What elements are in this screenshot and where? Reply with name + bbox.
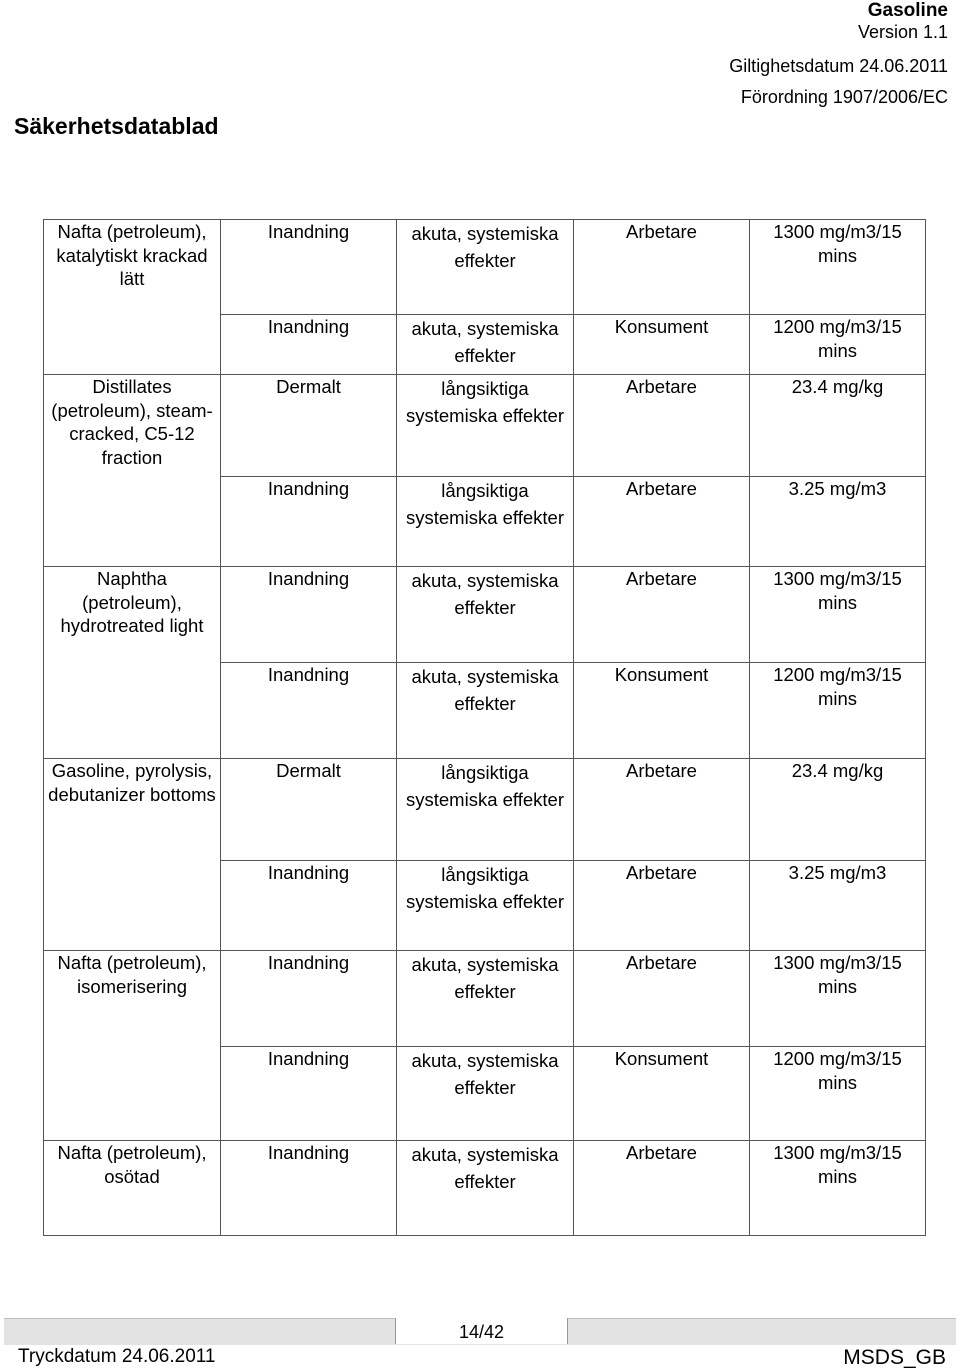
- route-cell: Inandning: [221, 567, 397, 663]
- route-cell: Inandning: [221, 315, 397, 375]
- table-row: [44, 375, 926, 477]
- population-cell: Arbetare: [574, 375, 750, 477]
- effect-cell: akuta, systemiska effekter: [397, 1141, 574, 1236]
- substance-cell: Gasoline, pyrolysis, debutanizer bottoms: [44, 759, 221, 951]
- route-cell: Inandning: [221, 663, 397, 759]
- dnel-value-cell: 1200 mg/m3/15 mins: [750, 1047, 926, 1141]
- population-cell: Arbetare: [574, 567, 750, 663]
- table-row: [44, 567, 926, 663]
- effect-cell: akuta, systemiska effekter: [397, 1047, 574, 1141]
- dnel-value-cell: 1300 mg/m3/15 mins: [750, 951, 926, 1047]
- population-cell: Arbetare: [574, 220, 750, 315]
- effect-cell: akuta, systemiska effekter: [397, 220, 574, 315]
- table-row: [44, 1141, 926, 1236]
- effect-cell: långsiktiga systemiska effekter: [397, 861, 574, 951]
- route-cell: Inandning: [221, 220, 397, 315]
- route-cell: Inandning: [221, 1141, 397, 1236]
- print-date: Tryckdatum 24.06.2011: [18, 1346, 216, 1367]
- product-name: Gasoline: [867, 0, 948, 21]
- dnel-value-cell: 1300 mg/m3/15 mins: [750, 567, 926, 663]
- dnel-table: [43, 219, 926, 1236]
- version-label: Version 1.1: [857, 22, 948, 42]
- effect-cell: långsiktiga systemiska effekter: [397, 759, 574, 861]
- route-cell: Dermalt: [221, 375, 397, 477]
- population-cell: Arbetare: [574, 759, 750, 861]
- substance-cell: Distillates (petroleum), steam-cracked, C5-12 fraction: [44, 375, 221, 567]
- substance-cell: Nafta (petroleum), katalytiskt krackad lätt: [44, 220, 221, 375]
- population-cell: Arbetare: [574, 1141, 750, 1236]
- table-row: [44, 759, 926, 861]
- population-cell: Arbetare: [574, 951, 750, 1047]
- dnel-value-cell: 23.4 mg/kg: [750, 759, 926, 861]
- route-cell: Inandning: [221, 1047, 397, 1141]
- population-cell: Konsument: [574, 663, 750, 759]
- dnel-value-cell: 3.25 mg/m3: [750, 861, 926, 951]
- effect-cell: akuta, systemiska effekter: [397, 315, 574, 375]
- route-cell: Inandning: [221, 861, 397, 951]
- effect-cell: akuta, systemiska effekter: [397, 663, 574, 759]
- dnel-value-cell: 1200 mg/m3/15 mins: [750, 315, 926, 375]
- dnel-value-cell: 1300 mg/m3/15 mins: [750, 220, 926, 315]
- validity-date: Giltighetsdatum 24.06.2011: [729, 56, 948, 76]
- route-cell: Inandning: [221, 477, 397, 567]
- document-code: MSDS_GB: [843, 1346, 946, 1369]
- population-cell: Arbetare: [574, 477, 750, 567]
- effect-cell: långsiktiga systemiska effekter: [397, 477, 574, 567]
- dnel-value-cell: 1300 mg/m3/15 mins: [750, 1141, 926, 1236]
- effect-cell: akuta, systemiska effekter: [397, 567, 574, 663]
- route-cell: Dermalt: [221, 759, 397, 861]
- page-number: 14/42: [395, 1318, 568, 1344]
- dnel-table-body: [44, 220, 926, 1236]
- substance-cell: Nafta (petroleum), osötad: [44, 1141, 221, 1236]
- regulation-reference: Förordning 1907/2006/EC: [740, 87, 948, 107]
- table-row: [44, 220, 926, 315]
- dnel-value-cell: 3.25 mg/m3: [750, 477, 926, 567]
- dnel-value-cell: 1200 mg/m3/15 mins: [750, 663, 926, 759]
- population-cell: Arbetare: [574, 861, 750, 951]
- document-title: Säkerhetsdatablad: [14, 113, 219, 139]
- substance-cell: Naphtha (petroleum), hydrotreated light: [44, 567, 221, 759]
- population-cell: Konsument: [574, 315, 750, 375]
- effect-cell: akuta, systemiska effekter: [397, 951, 574, 1047]
- effect-cell: långsiktiga systemiska effekter: [397, 375, 574, 477]
- population-cell: Konsument: [574, 1047, 750, 1141]
- dnel-value-cell: 23.4 mg/kg: [750, 375, 926, 477]
- substance-cell: Nafta (petroleum), isomerisering: [44, 951, 221, 1141]
- table-row: [44, 951, 926, 1047]
- route-cell: Inandning: [221, 951, 397, 1047]
